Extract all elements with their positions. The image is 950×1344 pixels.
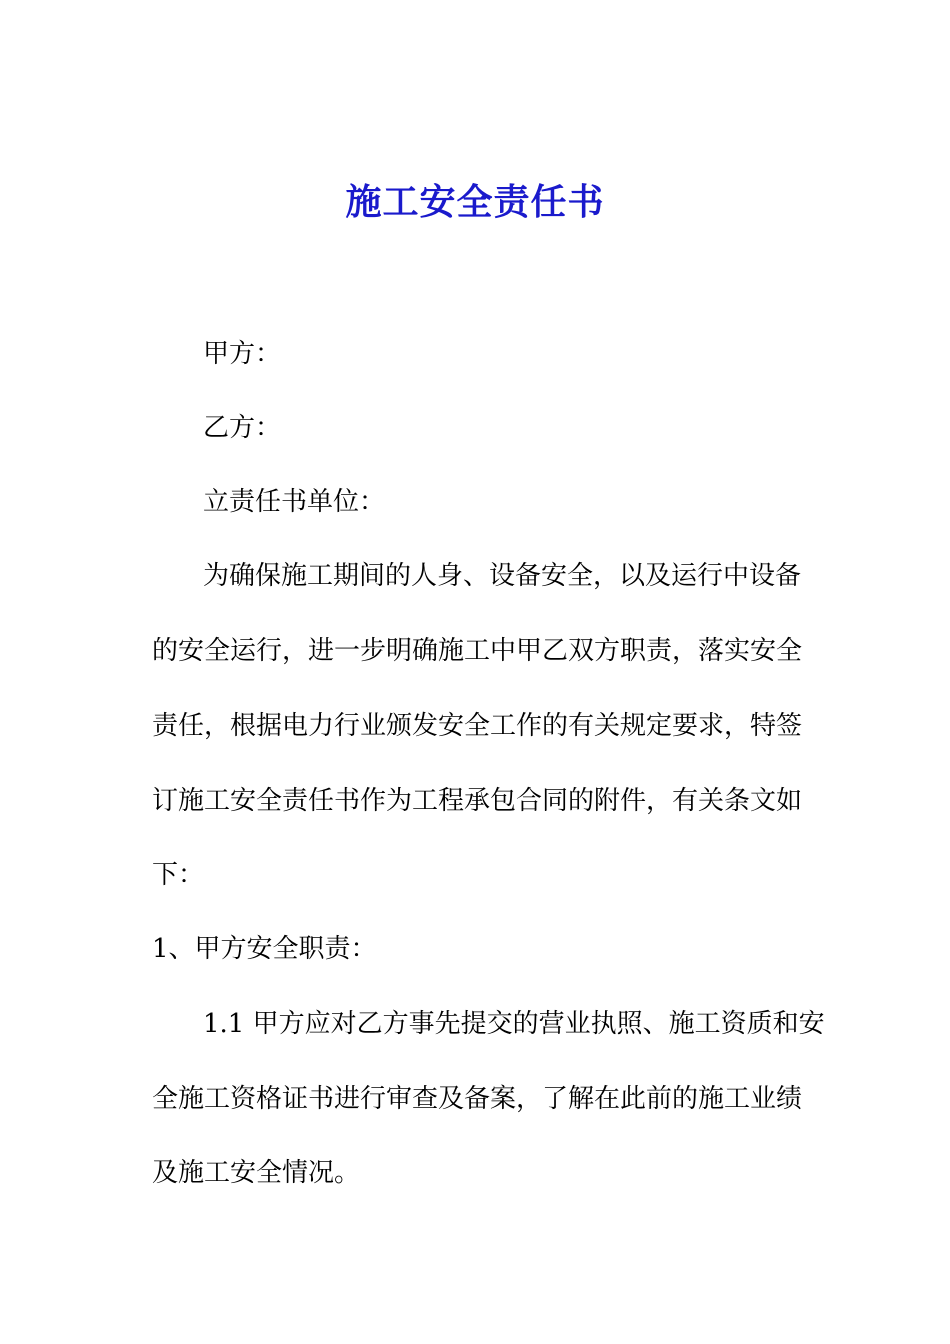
section-1-heading: 1、甲方安全职责：: [152, 934, 377, 964]
intro-line: 责任，根据电力行业颁发安全工作的有关规定要求，特签: [152, 711, 803, 741]
document-title: 施工安全责任书: [345, 181, 605, 223]
party-b-label: 乙方：: [203, 413, 282, 443]
party-a-label: 甲方：: [203, 339, 282, 369]
clause-line: 1.1 甲方应对乙方事先提交的营业执照、施工资质和安: [203, 1009, 825, 1039]
intro-line: 订施工安全责任书作为工程承包合同的附件，有关条文如: [152, 786, 803, 816]
intro-line: 下：: [152, 860, 205, 890]
clause-line: 全施工资格证书进行审查及备案，了解在此前的施工业绩: [152, 1084, 803, 1114]
intro-line: 的安全运行，进一步明确施工中甲乙双方职责，落实安全: [152, 636, 803, 666]
intro-line: 为确保施工期间的人身、设备安全，以及运行中设备: [203, 561, 802, 591]
clause-line: 及施工安全情况。: [152, 1158, 361, 1188]
issuer-label: 立责任书单位：: [203, 487, 386, 517]
